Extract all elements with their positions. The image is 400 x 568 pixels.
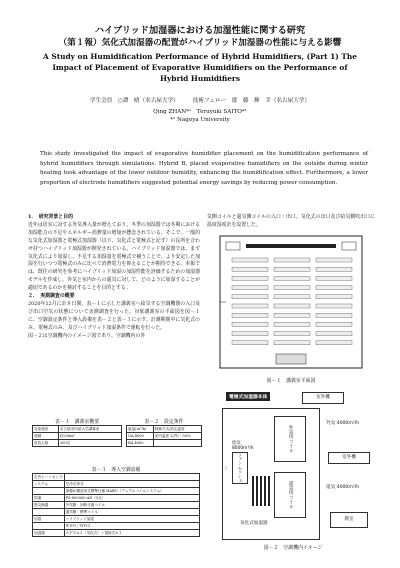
section2-heading: ２． 実測調査の概要	[28, 293, 75, 300]
table-row	[33, 433, 122, 440]
table-row	[127, 433, 202, 440]
table-row	[33, 502, 200, 509]
fig2-evap-media	[252, 476, 270, 506]
fig2-ra-flow: 還気 4000m³/h	[326, 485, 360, 490]
abstract: This study investigated the impact of evaporative humidifier placement on the humidification performance of hybrid humidifiers through simulations. Hybrid B, placed evaporative humidifiers on the outside during winter heating took advantage of the lower outdoor humidity, enhancing the humidification effect. Furthermore, a lower proportion of electrode humidifiers suggested potential energy savings by reducing power consumption.	[40, 151, 368, 186]
fig2-unit-label: 電極式加湿器本体	[226, 392, 270, 401]
table-cell	[33, 523, 65, 530]
table-cell: 空冷ヒートポンプ	[34, 474, 63, 479]
figure2-caption: 図－２ 空調機内イメージ	[263, 545, 323, 551]
table-cell: 面積	[33, 433, 59, 440]
desk-row	[274, 332, 310, 336]
fig2-oa-flow: 外気 4000m³/h	[326, 421, 360, 426]
table-cell: OA 4000	[127, 433, 154, 440]
table-cell	[153, 440, 201, 447]
table-cell: 空冷式単式	[64, 481, 199, 488]
table-row	[127, 440, 202, 447]
table-header: 制御方式/設定温度	[153, 426, 201, 433]
fig2-ra-coil: 還気用コイル	[274, 472, 306, 518]
table-row	[33, 488, 200, 495]
table-row	[33, 516, 200, 523]
table-cell	[64, 474, 199, 481]
desk-row	[316, 313, 352, 317]
table-cell: 型番	[33, 495, 65, 502]
desk-row	[232, 286, 268, 290]
fig2-fan-section: ファン セクション	[232, 452, 248, 484]
desk-row	[232, 313, 268, 317]
fig2-room: 教室	[330, 512, 368, 528]
desk-row	[316, 286, 352, 290]
title-en: A Study on Humidification Performance of Hybrid Humidifiers, (Part 1) The Impact of Placement of Evaporative Humidifiers on the Performance of Hybrid Humidifiers	[43, 52, 357, 83]
table-row	[33, 509, 200, 516]
desk-row	[232, 322, 268, 326]
section1-heading: 1． 研究背景と目的	[28, 214, 73, 220]
title-jp-line2: （第１報）気化式加湿器の配置がハイブリッド加湿器の性能に与える影響	[58, 38, 342, 48]
table-row	[33, 530, 200, 537]
table-cell: RA 4000	[127, 440, 154, 447]
desk-row	[232, 341, 268, 345]
table2-wrap	[126, 418, 202, 447]
desk-row	[316, 322, 352, 326]
table-cell: 対象施設	[33, 426, 59, 433]
desk-row	[232, 276, 268, 280]
table-cell: 約256m²	[58, 433, 121, 440]
desk-row	[274, 276, 310, 280]
figure2	[210, 392, 376, 558]
table-row	[33, 474, 200, 481]
desk-row	[316, 341, 352, 345]
table-row	[33, 426, 122, 433]
fig2-evap-label: 気化式加湿器	[240, 521, 268, 526]
table-cell: ハイブリッド加湿	[64, 516, 199, 523]
fig2-outdoor-unit-1: 室外機	[302, 392, 344, 404]
table-cell: 室内温度 22℃・50%	[153, 433, 201, 440]
desk-row	[274, 341, 310, 345]
table1-caption: 表－１ 講義室概要	[54, 419, 100, 425]
table-cell: PS-800000-AD（1台）	[64, 495, 199, 502]
desk-row	[274, 322, 310, 326]
table-cell: システム	[33, 481, 65, 488]
desk-row	[274, 295, 310, 299]
table-row	[33, 495, 200, 502]
table-cell: 加湿	[33, 516, 65, 523]
fig2-sa-flow: 給気 8000m³/h	[232, 441, 254, 451]
table-cell: 加湿器	[33, 530, 65, 537]
table-row	[33, 481, 200, 488]
table2	[126, 425, 202, 447]
table-cell: ＷＨＯ／ＷＲＧ	[64, 523, 199, 530]
desk-row	[232, 258, 268, 262]
section2-body: 2020年12月に計８日間、表－１に示した講義室へ給気する空調機器の入口及び出口空気の状態について実測調査を行った。対象講義室の平面図を図－１に、空調設定条件と導入設備を表－２と表－３に示す。計測期間中に気化式のみ、電極式のみ、及びハイブリッド加湿条件で運転を行った。	[28, 300, 200, 331]
desk-row	[316, 258, 352, 262]
section1-body: 近年は居室に対する外気導入量が増えており、冬季の加湿器では冬期における加湿能力の不足やエネルギー消費量の増加が懸念されている。そこで、一般的な気化式加湿器と電極式加湿器（以下、気化式と電極式と記す）の長所を合わせ持つハイブリッド加湿器が開発されている。ハイブリッド加湿器では、まず気化式により加湿し、不足する加湿量を電極式で補うことで、より安定した加湿を行いつつ電極式のみに比べて消費電力を抑えることが期待できる。本報では、既往の研究を参考にハイブリッド加湿の加湿性能を評価するための加湿器モデルを作成し、外気と室内からの還気に対して、どのように加湿することが適切であるのかを検討することを目的とする。	[28, 221, 200, 292]
desk-row	[316, 295, 352, 299]
table-row	[127, 426, 202, 433]
fig2-oa-coil: 外気用コイル	[274, 416, 306, 462]
table-cell: ＡＰＸ×２（気化式）＋電極式×１	[64, 530, 199, 537]
table-cell: 名古屋市内某大学講義室	[58, 426, 121, 433]
fig2-outdoor-unit-2: 室外機	[328, 452, 370, 464]
desk-row	[232, 295, 268, 299]
right-column-text: 気側コイルと還気側コイルの入口・出口、気化式の出口及び給気側吹出口に温度湿度計を設置した。	[207, 214, 375, 228]
table-cell: 還気側：標準コイル	[64, 509, 199, 516]
table-row	[33, 523, 200, 530]
desk-row	[232, 304, 268, 308]
figure1	[216, 232, 366, 384]
table-row	[33, 440, 122, 447]
table-cell: 滑順が構造形式標準仕様 HARU（デュアルコイルシステム）	[64, 488, 199, 495]
table2-caption: 表－２ 設定条件	[144, 419, 184, 425]
desk-row	[316, 267, 352, 271]
table3-caption: 表－３ 導入空調設備	[91, 467, 141, 473]
desk-row	[274, 267, 310, 271]
table-cell: 200名	[58, 440, 121, 447]
desk-row	[274, 286, 310, 290]
table1-wrap	[32, 418, 122, 447]
affiliation: *¹ Nagoya University	[170, 117, 230, 123]
desk-row	[232, 332, 268, 336]
table-cell: 収容人数	[33, 440, 59, 447]
desk-row	[232, 267, 268, 271]
figure1-caption: 図－１ 講義室平面図	[266, 378, 316, 384]
desk-row	[274, 258, 310, 262]
desk-row	[316, 276, 352, 280]
desk-row	[274, 304, 310, 308]
desk-row	[316, 332, 352, 336]
table-cell: 外気側：回路分割コイル	[64, 502, 199, 509]
table-cell	[33, 488, 65, 495]
table-cell: 熱交換器	[33, 502, 65, 509]
desk-row	[316, 304, 352, 308]
section2-body-2: 図－２は空調機内のイメージ図であり、空調機内の外	[28, 332, 146, 339]
left-column	[28, 214, 200, 341]
table3-wrap	[32, 466, 200, 537]
table3	[32, 473, 200, 537]
table-header: 風量(m³/h)	[127, 426, 154, 433]
table1	[32, 425, 122, 447]
desk-row	[274, 313, 310, 317]
table-cell	[33, 509, 65, 516]
authors-jp: 学生会員 ○譚 晴（名古屋大学） 技術フェロー 齋 藤 輝 幸（名古屋大学）	[90, 98, 310, 104]
authors-en: Qing ZHAN*¹ Teruyuki SAITO*¹	[153, 109, 247, 115]
floor-plan-diagram	[216, 232, 366, 372]
title-jp-line1: ハイブリッド加湿器における加湿性能に関する研究	[94, 25, 306, 36]
